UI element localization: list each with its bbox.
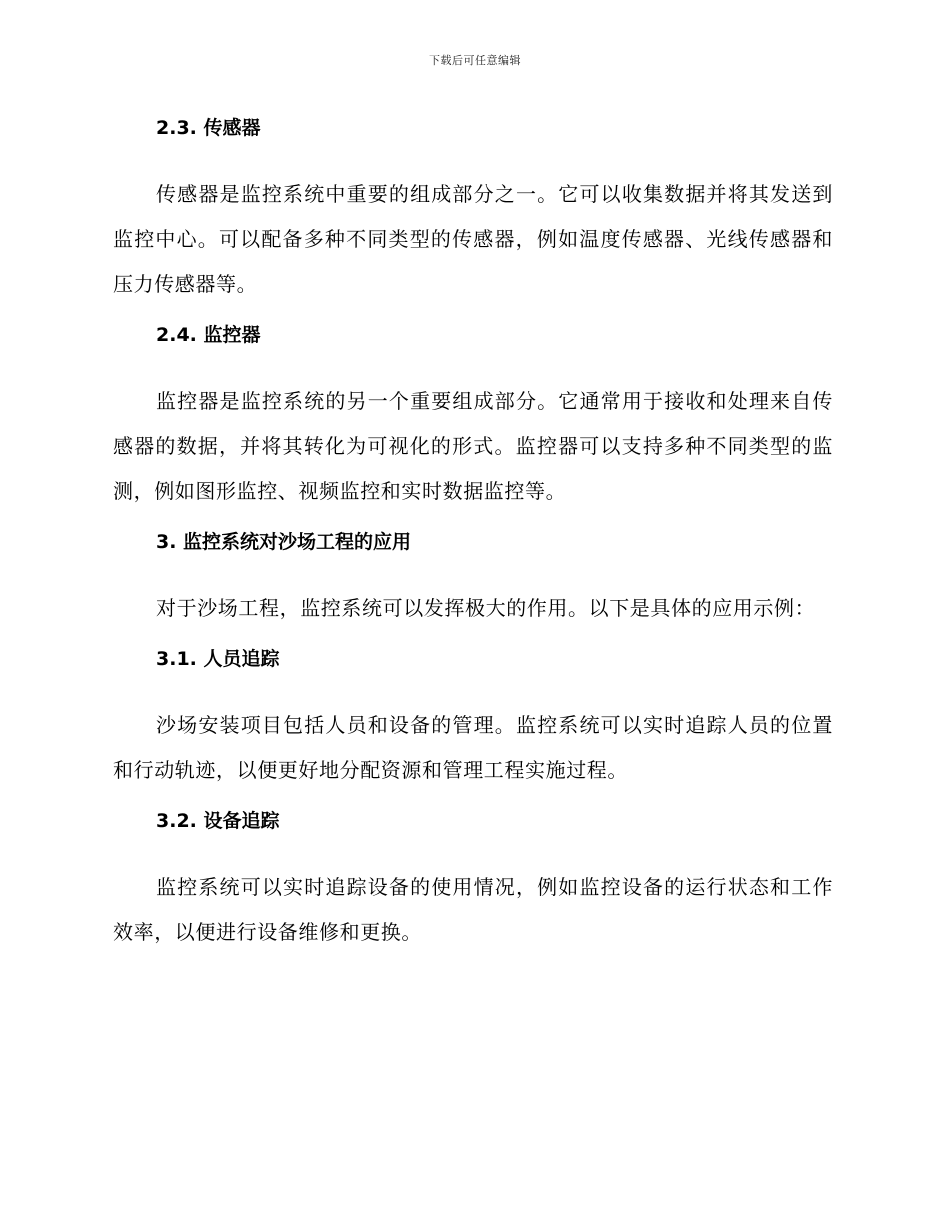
section-heading-3-1: 3.1. 人员追踪 [156,648,280,670]
section-heading-2-3: 2.3. 传感器 [156,117,261,139]
section-heading-2-4: 2.4. 监控器 [156,324,261,346]
section-heading-3-2: 3.2. 设备追踪 [156,810,280,832]
section-paragraph-3: 对于沙场工程，监控系统可以发挥极大的作用。以下是具体的应用示例： [156,596,816,620]
section-paragraph-3-2: 监控系统可以实时追踪设备的使用情况，例如监控设备的运行状态和工作效率，以便进行设备维修和更换。 [113,875,833,944]
section-paragraph-3-1: 沙场安装项目包括人员和设备的管理。监控系统可以实时追踪人员的位置和行动轨迹，以便更好地分配资源和管理工程实施过程。 [113,713,833,782]
section-paragraph-2-3: 传感器是监控系统中重要的组成部分之一。它可以收集数据并将其发送到监控中心。可以配备多种不同类型的传感器，例如温度传感器、光线传感器和压力传感器等。 [113,182,833,296]
page-header: 下载后可任意编辑 [429,54,521,67]
section-heading-3: 3. 监控系统对沙场工程的应用 [156,531,412,553]
document-body [113,113,833,955]
section-paragraph-2-4: 监控器是监控系统的另一个重要组成部分。它通常用于接收和处理来自传感器的数据，并将其转化为可视化的形式。监控器可以支持多种不同类型的监测，例如图形监控、视频监控和实时数据监控等。 [113,389,833,503]
